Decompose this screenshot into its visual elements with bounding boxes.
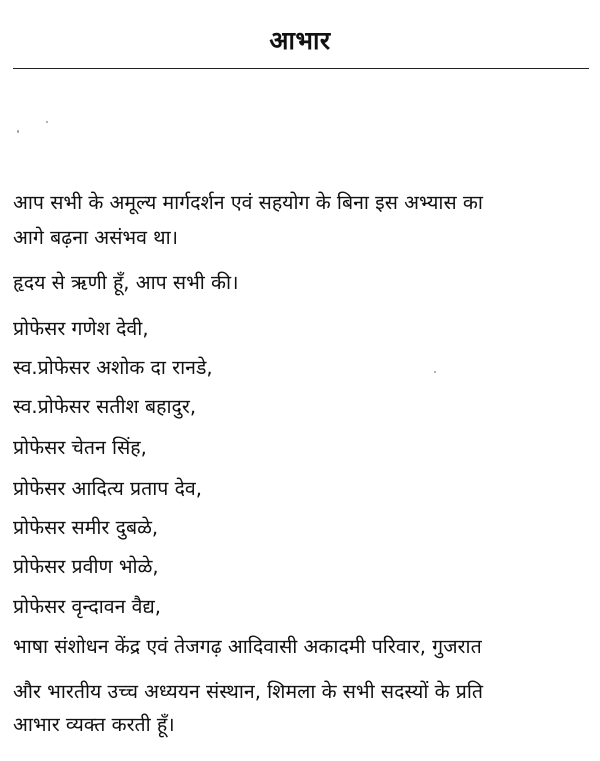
intro-line-2: आगे बढ़ना असंभव था। [13, 226, 179, 249]
name-line-8: प्रोफेसर वृन्दावन वैद्य, [13, 595, 161, 618]
intro-line-1: आप सभी के अमूल्य मार्गदर्शन एवं सहयोग के बिना इस अभ्यास का [13, 191, 483, 214]
name-line-2: स्व.प्रोफेसर अशोक दा रानडे, [13, 356, 213, 379]
page-title: आभार [269, 26, 331, 55]
title-divider [13, 68, 589, 69]
name-line-3: स्व.प्रोफेसर सतीश बहादुर, [13, 395, 197, 418]
name-line-5: प्रोफेसर आदित्य प्रताप देव, [13, 477, 202, 500]
scan-speck [17, 130, 19, 133]
institution-line: भाषा संशोधन केंद्र एवं तेजगढ़ आदिवासी अकादमी परिवार, गुजरात [13, 635, 482, 658]
scan-speck [46, 121, 48, 123]
name-line-4: प्रोफेसर चेतन सिंह, [13, 436, 147, 459]
closing-line-1: और भारतीय उच्च अध्ययन संस्थान, शिमला के सभी सदस्यों के प्रति [13, 680, 484, 703]
name-line-6: प्रोफेसर समीर दुबळे, [13, 516, 159, 539]
name-line-1: प्रोफेसर गणेश देवी, [13, 317, 149, 340]
gratitude-line: हृदय से ऋणी हूँ, आप सभी की। [13, 271, 239, 294]
name-line-7: प्रोफेसर प्रवीण भोळे, [13, 555, 159, 578]
closing-line-2: आभार व्यक्त करती हूँ। [13, 713, 175, 736]
